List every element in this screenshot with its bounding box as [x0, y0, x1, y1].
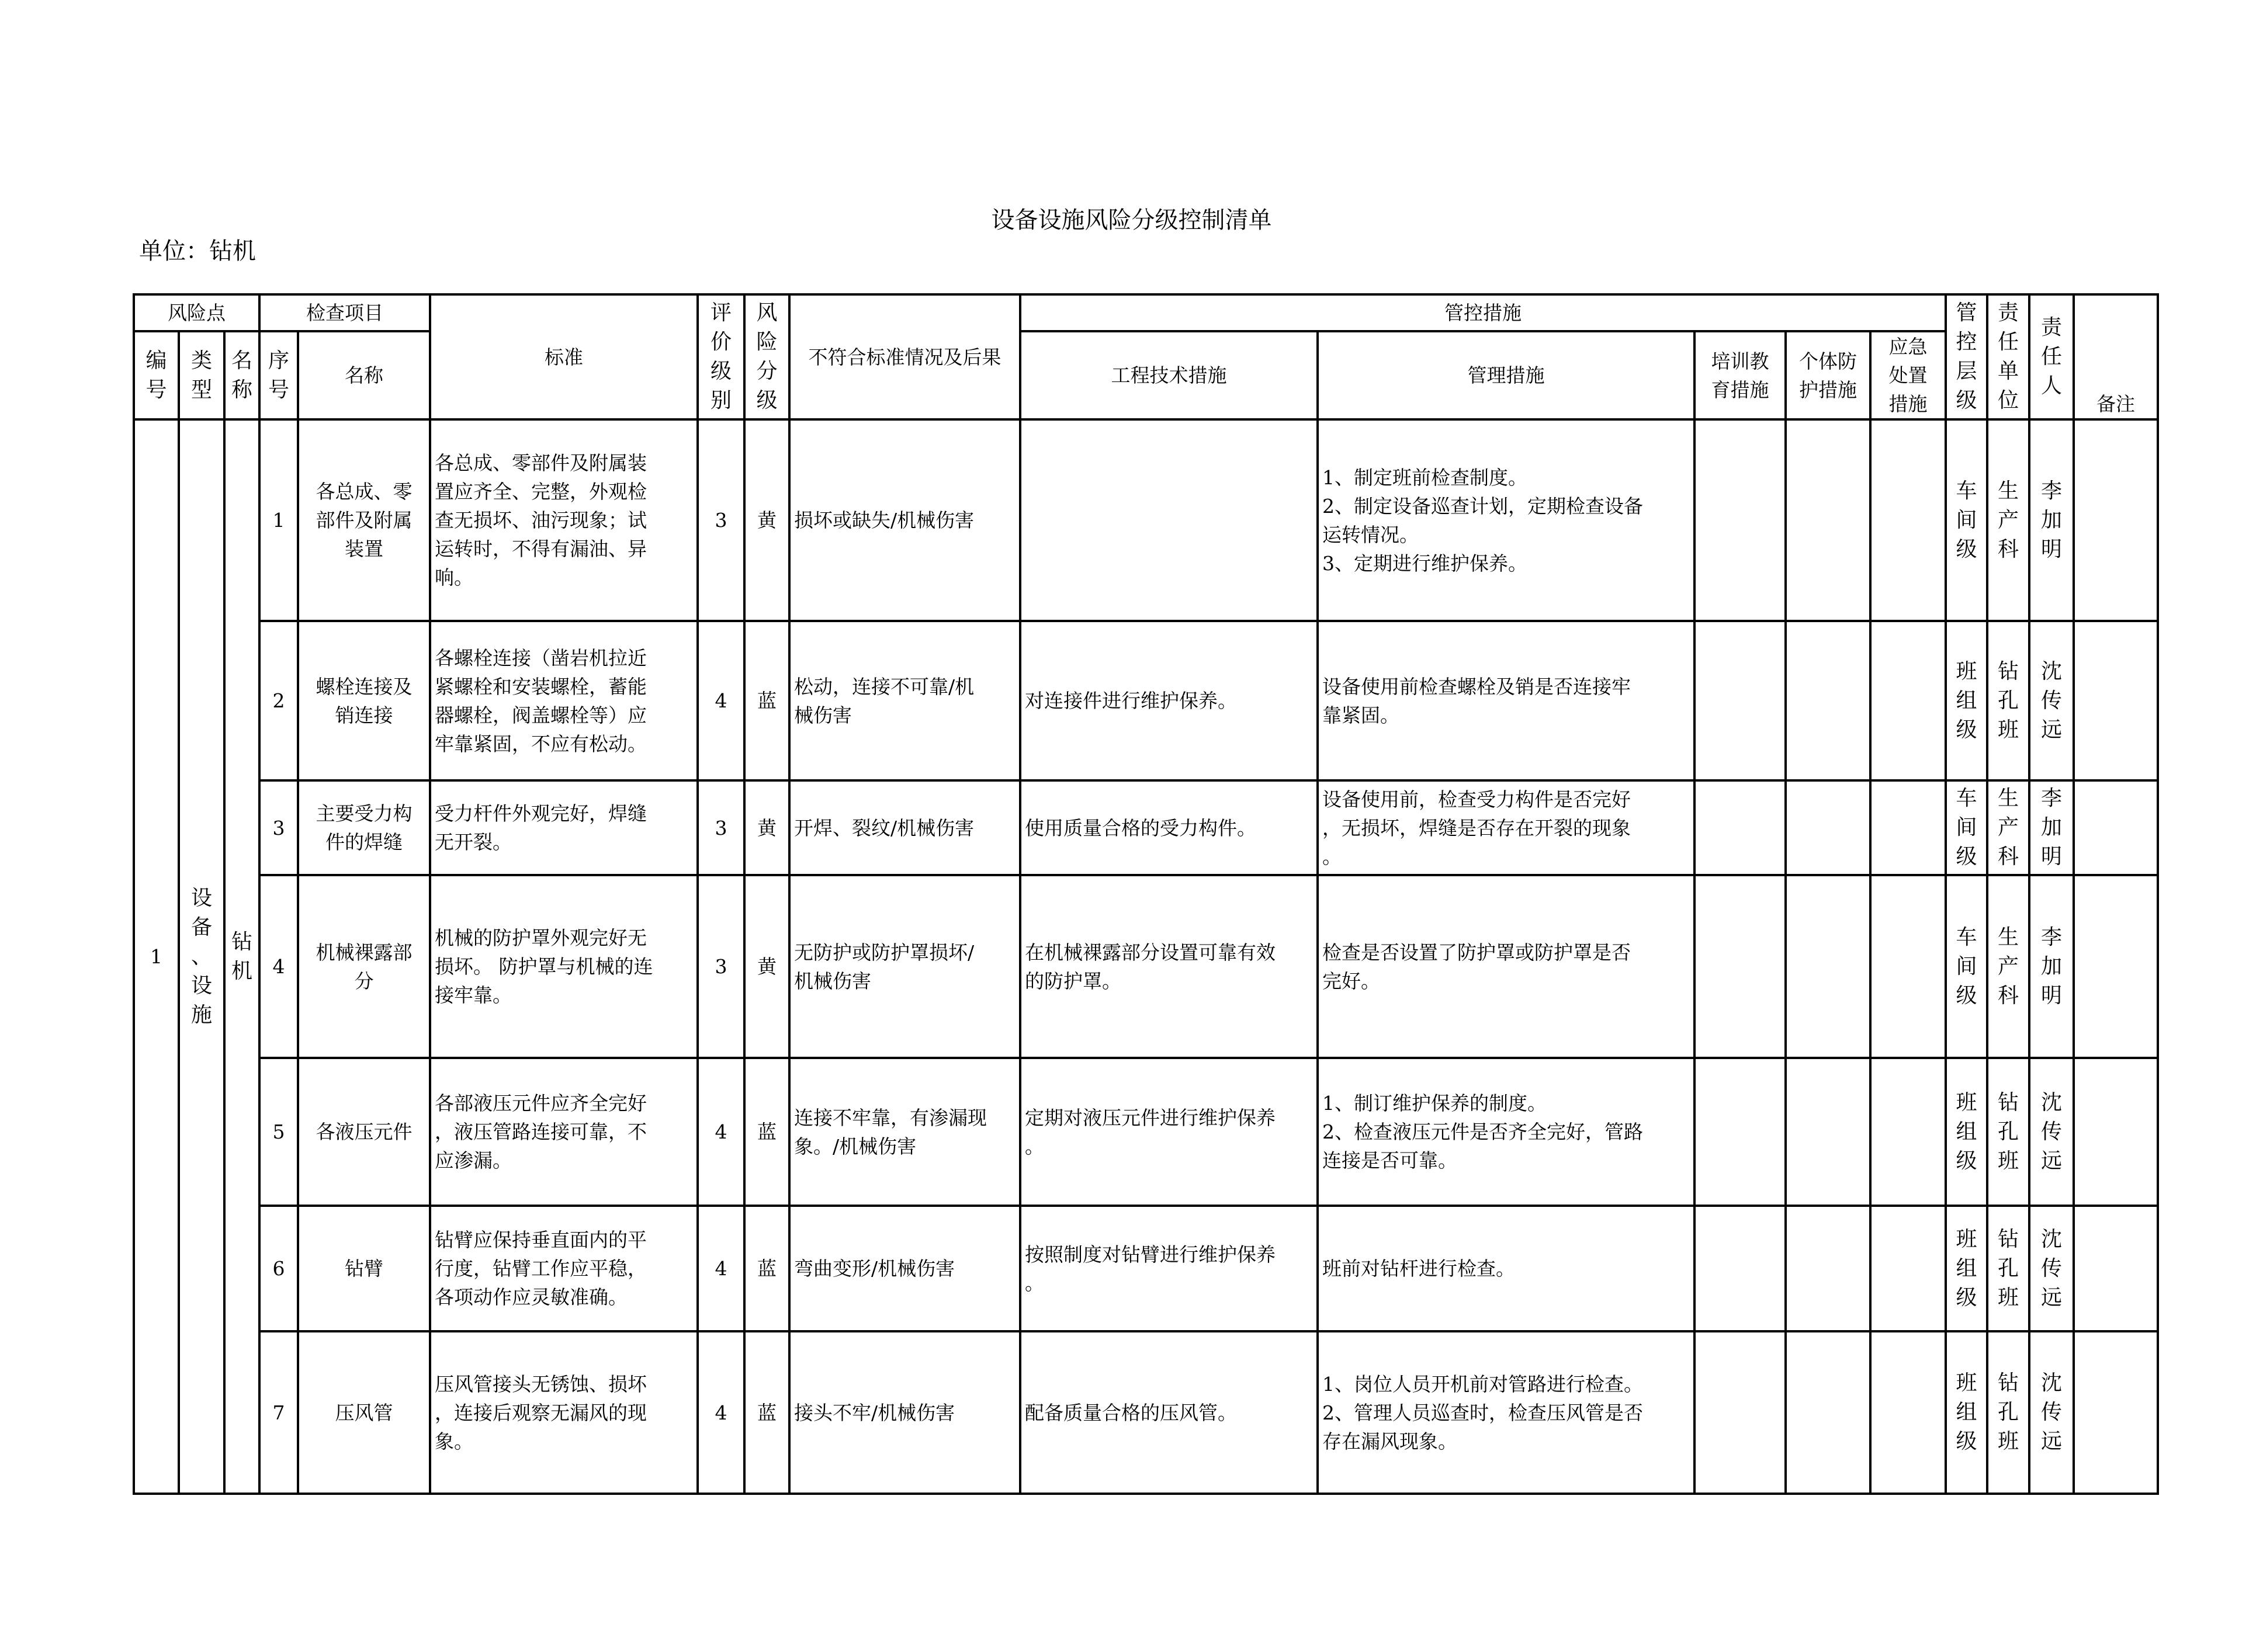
- risk-level-cell: 蓝: [744, 1206, 789, 1331]
- stacked-char: 李: [2040, 786, 2062, 810]
- stacked-char: 分: [756, 359, 778, 383]
- stacked-char: 号: [268, 377, 289, 402]
- stacked-char: 组: [1956, 688, 1977, 713]
- stacked-char: 李: [2040, 478, 2062, 503]
- stacked-char: 钻: [231, 929, 252, 954]
- remark-cell: [2074, 780, 2158, 875]
- stacked-char: 传: [2040, 1256, 2062, 1280]
- control-layer-cell: [1946, 875, 1987, 1058]
- stacked-char: 孔: [1997, 1256, 2019, 1280]
- stacked-char: 科: [1997, 983, 2019, 1008]
- management-cell: 1、制订维护保养的制度。 2、检查液压元件是否齐全完好，管路 连接是否可靠。: [1318, 1058, 1694, 1206]
- stacked-char: 类: [190, 348, 212, 373]
- stacked-char: 加: [2040, 508, 2062, 532]
- stacked-char: 风: [756, 301, 778, 325]
- standard-cell: 受力杆件外观完好，焊缝 无开裂。: [430, 780, 698, 875]
- stacked-char: 孔: [1997, 1119, 2019, 1144]
- stacked-char: 班: [1997, 1429, 2019, 1453]
- stacked-char: 单: [1997, 359, 2019, 383]
- risk-level-cell: 蓝: [744, 621, 789, 780]
- stacked-char: 生: [1997, 786, 2019, 810]
- stacked-char: 编: [145, 348, 167, 373]
- table-row: [134, 780, 2158, 875]
- ppe-cell: [1786, 1331, 1870, 1494]
- header-risk-point: 风险点: [134, 294, 259, 331]
- header-training: 培训教 育措施: [1694, 331, 1786, 419]
- resp-unit-cell: [1987, 419, 2029, 621]
- stacked-char: 级: [1956, 1148, 1977, 1173]
- seq-cell: 4: [259, 875, 298, 1058]
- remark-cell: [2074, 621, 2158, 780]
- stacked-char: 位: [1997, 388, 2019, 412]
- resp-unit-cell: [1987, 780, 2029, 875]
- seq-cell: 5: [259, 1058, 298, 1206]
- nonconformity-cell: 松动，连接不可靠/机 械伤害: [789, 621, 1020, 780]
- risk-level-cell: 黄: [744, 875, 789, 1058]
- header-management: 管理措施: [1318, 331, 1694, 419]
- training-cell: [1694, 621, 1786, 780]
- management-cell: 设备使用前，检查受力构件是否完好 ，无损坏，焊缝是否存在开裂的现象 。: [1318, 780, 1694, 875]
- stacked-char: 产: [1997, 815, 2019, 839]
- stacked-char: 备: [190, 915, 212, 939]
- training-cell: [1694, 1206, 1786, 1331]
- stacked-char: 车: [1956, 478, 1977, 503]
- engineering-cell: [1020, 419, 1318, 621]
- stacked-char: 明: [2040, 983, 2062, 1008]
- training-cell: [1694, 1331, 1786, 1494]
- emergency-cell: [1870, 419, 1946, 621]
- stacked-char: 孔: [1997, 688, 2019, 713]
- stacked-char: 险: [756, 330, 778, 354]
- eval-level-cell: 3: [698, 780, 744, 875]
- stacked-char: 间: [1956, 815, 1977, 839]
- stacked-char: 沈: [2040, 1227, 2062, 1251]
- seq-cell: 6: [259, 1206, 298, 1331]
- resp-person-cell: [2029, 780, 2074, 875]
- stacked-char: 传: [2040, 1400, 2062, 1424]
- stacked-char: 科: [1997, 845, 2019, 869]
- remark-cell: [2074, 1058, 2158, 1206]
- stacked-char: 班: [1956, 1227, 1977, 1251]
- seq-cell: 1: [259, 419, 298, 621]
- unit-label: 单位：钻机: [139, 238, 256, 265]
- risk-control-table: [133, 293, 2159, 1495]
- stacked-char: 级: [1956, 717, 1977, 742]
- nonconformity-cell: 无防护或防护罩损坏/ 机械伤害: [789, 875, 1020, 1058]
- stacked-char: 车: [1956, 925, 1977, 949]
- remark-cell: [2074, 419, 2158, 621]
- item-name-cell: 各总成、零 部件及附属 装置: [298, 419, 430, 621]
- stacked-char: 加: [2040, 815, 2062, 839]
- stacked-char: 别: [710, 388, 732, 412]
- stacked-char: 产: [1997, 954, 2019, 978]
- training-cell: [1694, 875, 1786, 1058]
- eval-level-cell: 4: [698, 621, 744, 780]
- stacked-char: 沈: [2040, 659, 2062, 683]
- control-layer-cell: [1946, 1206, 1987, 1331]
- stacked-char: 设: [190, 973, 212, 998]
- control-layer-cell: [1946, 780, 1987, 875]
- item-name-cell: 机械裸露部 分: [298, 875, 430, 1058]
- stacked-char: 明: [2040, 537, 2062, 561]
- emergency-cell: [1870, 780, 1946, 875]
- control-layer-cell: [1946, 621, 1987, 780]
- group-name: [224, 419, 259, 1494]
- remark-cell: [2074, 875, 2158, 1058]
- stacked-char: 远: [2040, 1285, 2062, 1310]
- page-title: 设备设施风险分级控制清单: [991, 207, 1272, 234]
- stacked-char: 设: [190, 886, 212, 910]
- ppe-cell: [1786, 621, 1870, 780]
- standard-cell: 各螺栓连接（凿岩机拉近 紧螺栓和安装螺栓，蓄能 器螺栓，阀盖螺栓等）应 牢靠紧固，不应有松动。: [430, 621, 698, 780]
- ppe-cell: [1786, 875, 1870, 1058]
- stacked-char: 钻: [1997, 1227, 2019, 1251]
- item-name-cell: 主要受力构 件的焊缝: [298, 780, 430, 875]
- stacked-char: 生: [1997, 925, 2019, 949]
- engineering-cell: 按照制度对钻臂进行维护保养 。: [1020, 1206, 1318, 1331]
- table-row: [134, 621, 2158, 780]
- resp-person-cell: [2029, 419, 2074, 621]
- stacked-char: 李: [2040, 925, 2062, 949]
- stacked-char: 科: [1997, 537, 2019, 561]
- emergency-cell: [1870, 1331, 1946, 1494]
- table-row: [134, 875, 2158, 1058]
- nonconformity-cell: 连接不牢靠，有渗漏现 象。/机械伤害: [789, 1058, 1020, 1206]
- stacked-char: 级: [1956, 388, 1977, 412]
- resp-unit-cell: [1987, 875, 2029, 1058]
- item-name-cell: 各液压元件: [298, 1058, 430, 1206]
- stacked-char: 加: [2040, 954, 2062, 978]
- header-no: [134, 331, 179, 419]
- engineering-cell: 定期对液压元件进行维护保养 。: [1020, 1058, 1318, 1206]
- stacked-char: 级: [1956, 1285, 1977, 1310]
- stacked-char: 人: [2040, 374, 2062, 398]
- ppe-cell: [1786, 419, 1870, 621]
- standard-cell: 压风管接头无锈蚀、损坏 ，连接后观察无漏风的现 象。: [430, 1331, 698, 1494]
- engineering-cell: 在机械裸露部分设置可靠有效 的防护罩。: [1020, 875, 1318, 1058]
- eval-level-cell: 3: [698, 875, 744, 1058]
- engineering-cell: 使用质量合格的受力构件。: [1020, 780, 1318, 875]
- stacked-char: 、: [190, 944, 212, 969]
- stacked-char: 沈: [2040, 1090, 2062, 1115]
- engineering-cell: 配备质量合格的压风管。: [1020, 1331, 1318, 1494]
- training-cell: [1694, 780, 1786, 875]
- stacked-char: 名: [231, 348, 252, 373]
- resp-person-cell: [2029, 875, 2074, 1058]
- stacked-char: 组: [1956, 1256, 1977, 1280]
- table-row: [134, 1206, 2158, 1331]
- stacked-char: 班: [1956, 659, 1977, 683]
- table-row: [134, 1331, 2158, 1494]
- management-cell: 检查是否设置了防护罩或防护罩是否 完好。: [1318, 875, 1694, 1058]
- stacked-char: 传: [2040, 1119, 2062, 1144]
- stacked-char: 级: [1956, 845, 1977, 869]
- standard-cell: 各总成、零部件及附属装 置应齐全、完整，外观检 查无损坏、油污现象；试 运转时，不得有漏油、异 响。: [430, 419, 698, 621]
- stacked-char: 任: [2040, 345, 2062, 369]
- management-cell: 1、制定班前检查制度。 2、制定设备巡查计划，定期检查设备 运转情况。 3、定期进行维护保养。: [1318, 419, 1694, 621]
- header-control-layer: [1946, 294, 1987, 419]
- emergency-cell: [1870, 1058, 1946, 1206]
- resp-unit-cell: [1987, 1058, 2029, 1206]
- header-control-measures: 管控措施: [1020, 294, 1946, 331]
- training-cell: [1694, 419, 1786, 621]
- management-cell: 设备使用前检查螺栓及销是否连接牢 靠紧固。: [1318, 621, 1694, 780]
- stacked-char: 远: [2040, 1148, 2062, 1173]
- nonconformity-cell: 开焊、裂纹/机械伤害: [789, 780, 1020, 875]
- stacked-char: 间: [1956, 954, 1977, 978]
- stacked-char: 级: [1956, 983, 1977, 1008]
- stacked-char: 级: [1956, 537, 1977, 561]
- engineering-cell: 对连接件进行维护保养。: [1020, 621, 1318, 780]
- resp-person-cell: [2029, 1058, 2074, 1206]
- control-layer-cell: [1946, 419, 1987, 621]
- remark-cell: [2074, 1331, 2158, 1494]
- item-name-cell: 螺栓连接及 销连接: [298, 621, 430, 780]
- stacked-char: 施: [190, 1002, 212, 1027]
- header-item-name: 名称: [298, 331, 430, 419]
- risk-level-cell: 黄: [744, 780, 789, 875]
- stacked-char: 远: [2040, 717, 2062, 742]
- eval-level-cell: 4: [698, 1331, 744, 1494]
- stacked-char: 远: [2040, 1429, 2062, 1453]
- stacked-char: 组: [1956, 1400, 1977, 1424]
- header-resp-person: [2029, 294, 2074, 419]
- management-cell: 1、岗位人员开机前对管路进行检查。 2、管理人员巡查时，检查压风管是否 存在漏风现象。: [1318, 1331, 1694, 1494]
- resp-person-cell: [2029, 1331, 2074, 1494]
- stacked-char: 机: [231, 959, 252, 983]
- stacked-char: 级: [710, 359, 732, 383]
- table-row: [134, 1058, 2158, 1206]
- stacked-char: 型: [190, 377, 212, 402]
- emergency-cell: [1870, 875, 1946, 1058]
- stacked-char: 管: [1956, 301, 1977, 325]
- risk-level-cell: 蓝: [744, 1058, 789, 1206]
- stacked-char: 班: [1997, 1285, 2019, 1310]
- resp-unit-cell: [1987, 1206, 2029, 1331]
- stacked-char: 钻: [1997, 1371, 2019, 1395]
- header-emergency: 应急 处置 措施: [1870, 331, 1946, 419]
- header-standard: 标准: [430, 294, 698, 419]
- stacked-char: 价: [710, 330, 732, 354]
- resp-person-cell: [2029, 621, 2074, 780]
- ppe-cell: [1786, 1206, 1870, 1331]
- nonconformity-cell: 弯曲变形/机械伤害: [789, 1206, 1020, 1331]
- nonconformity-cell: 损坏或缺失/机械伤害: [789, 419, 1020, 621]
- stacked-char: 责: [2040, 315, 2062, 339]
- stacked-char: 车: [1956, 786, 1977, 810]
- header-name: [224, 331, 259, 419]
- stacked-char: 级: [1956, 1429, 1977, 1453]
- stacked-char: 称: [231, 377, 252, 402]
- resp-person-cell: [2029, 1206, 2074, 1331]
- standard-cell: 机械的防护罩外观完好无 损坏。 防护罩与机械的连 接牢靠。: [430, 875, 698, 1058]
- seq-cell: 7: [259, 1331, 298, 1494]
- header-resp-unit: [1987, 294, 2029, 419]
- header-nonconformity: 不符合标准情况及后果: [789, 294, 1020, 419]
- control-layer-cell: [1946, 1331, 1987, 1494]
- risk-level-cell: 黄: [744, 419, 789, 621]
- nonconformity-cell: 接头不牢/机械伤害: [789, 1331, 1020, 1494]
- emergency-cell: [1870, 621, 1946, 780]
- header-ppe: 个体防 护措施: [1786, 331, 1870, 419]
- header-eval-level: [698, 294, 744, 419]
- header-remarks: 备注: [2074, 294, 2158, 419]
- eval-level-cell: 3: [698, 419, 744, 621]
- stacked-char: 产: [1997, 508, 2019, 532]
- stacked-char: 钻: [1997, 1090, 2019, 1115]
- seq-cell: 2: [259, 621, 298, 780]
- item-name-cell: 压风管: [298, 1331, 430, 1494]
- training-cell: [1694, 1058, 1786, 1206]
- item-name-cell: 钻臂: [298, 1206, 430, 1331]
- header-type: [179, 331, 224, 419]
- control-layer-cell: [1946, 1058, 1987, 1206]
- eval-level-cell: 4: [698, 1058, 744, 1206]
- stacked-char: 班: [1956, 1371, 1977, 1395]
- group-type: [179, 419, 224, 1494]
- stacked-char: 班: [1997, 717, 2019, 742]
- stacked-char: 班: [1997, 1148, 2019, 1173]
- standard-cell: 各部液压元件应齐全完好 ，液压管路连接可靠，不 应渗漏。: [430, 1058, 698, 1206]
- resp-unit-cell: [1987, 621, 2029, 780]
- header-check-item: 检查项目: [259, 294, 430, 331]
- eval-level-cell: 4: [698, 1206, 744, 1331]
- stacked-char: 级: [756, 388, 778, 412]
- header-risk-level: [744, 294, 789, 419]
- table-row: [134, 419, 2158, 621]
- stacked-char: 组: [1956, 1119, 1977, 1144]
- resp-unit-cell: [1987, 1331, 2029, 1494]
- ppe-cell: [1786, 780, 1870, 875]
- stacked-char: 间: [1956, 508, 1977, 532]
- stacked-char: 沈: [2040, 1371, 2062, 1395]
- stacked-char: 孔: [1997, 1400, 2019, 1424]
- remark-cell: [2074, 1206, 2158, 1331]
- emergency-cell: [1870, 1206, 1946, 1331]
- risk-level-cell: 蓝: [744, 1331, 789, 1494]
- group-no: 1: [134, 419, 179, 1494]
- stacked-char: 班: [1956, 1090, 1977, 1115]
- header-seq: [259, 331, 298, 419]
- stacked-char: 序: [268, 348, 289, 373]
- ppe-cell: [1786, 1058, 1870, 1206]
- management-cell: 班前对钻杆进行检查。: [1318, 1206, 1694, 1331]
- standard-cell: 钻臂应保持垂直面内的平 行度，钻臂工作应平稳， 各项动作应灵敏准确。: [430, 1206, 698, 1331]
- stacked-char: 任: [1997, 330, 2019, 354]
- stacked-char: 钻: [1997, 659, 2019, 683]
- stacked-char: 传: [2040, 688, 2062, 713]
- stacked-char: 评: [710, 301, 732, 325]
- stacked-char: 号: [145, 377, 167, 402]
- stacked-char: 生: [1997, 478, 2019, 503]
- stacked-char: 明: [2040, 845, 2062, 869]
- seq-cell: 3: [259, 780, 298, 875]
- header-engineering: 工程技术措施: [1020, 331, 1318, 419]
- stacked-char: 责: [1997, 301, 2019, 325]
- stacked-char: 控: [1956, 330, 1977, 354]
- stacked-char: 层: [1956, 359, 1977, 383]
